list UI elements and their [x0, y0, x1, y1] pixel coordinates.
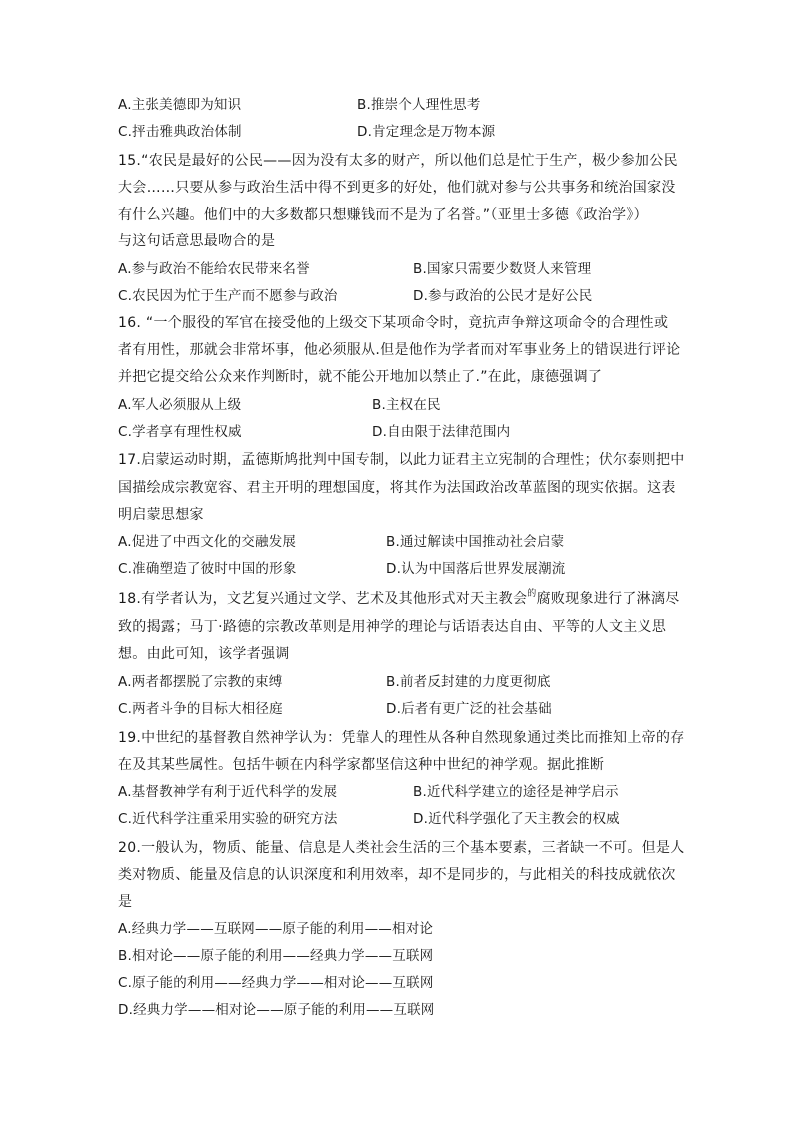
q17-option-a[interactable]: A.促进了中西文化的交融发展: [118, 534, 297, 550]
q18-stem-line-1: [118, 590, 678, 610]
q18-stem-superscript: 的: [527, 589, 537, 599]
q17-stem-line-3: 明启蒙思想家: [118, 507, 204, 523]
q15-option-b[interactable]: B.国家只需要少数贤人来管理: [413, 261, 592, 277]
q15-option-c[interactable]: C.农民因为忙于生产而不愿参与政治: [118, 288, 338, 304]
q20-option-a[interactable]: A.经典力学——互联网——原子能的利用——相对论: [118, 921, 434, 937]
q16-option-c[interactable]: C.学者享有理性权威: [118, 424, 242, 440]
q15-stem-line-3: 有什么兴趣。他们中的大多数都只想赚钱而不是为了名誉。”（亚里士多德《政治学》）: [118, 207, 648, 223]
q19-option-b[interactable]: B.近代科学建立的途径是神学启示: [413, 784, 619, 800]
q19-stem-line-1: 19.中世纪的基督教自然神学认为：凭靠人的理性从各种自然现象通过类比而推知上帝的存: [118, 730, 685, 746]
q15-stem-line-4: 与这句话意思最吻合的是: [118, 233, 276, 249]
q18-stem-line-1-b: 腐败现象进行了淋漓尽: [536, 591, 680, 607]
q17-option-c[interactable]: C.准确塑造了彼时中国的形象: [118, 561, 297, 577]
q17-option-b[interactable]: B.通过解读中国推动社会启蒙: [386, 534, 565, 550]
q20-stem-line-2: 类对物质、能量及信息的认识深度和利用效率，却不是同步的，与此相关的科技成就依次: [118, 867, 676, 883]
q14-option-c[interactable]: C.抨击雅典政治体制: [118, 124, 242, 140]
q17-stem-line-2: 国描绘成宗教宽容、君主开明的理想国度，将其作为法国政治改革蓝图的现实依据。这表: [118, 480, 676, 496]
q17-stem-line-1: 17.启蒙运动时期，孟德斯鸠批判中国专制，以此力证君主立宪制的合理性；伏尔泰则把中: [118, 452, 685, 468]
q15-stem-line-1: 15.“农民是最好的公民——因为没有太多的财产，所以他们总是忙于生产，极少参加公民: [118, 153, 678, 169]
q20-stem-line-1: 20.一般认为，物质、能量、信息是人类社会生活的三个基本要素，三者缺一不可。但是人: [118, 840, 685, 856]
q20-option-c[interactable]: C.原子能的利用——经典力学——相对论——互联网: [118, 975, 434, 991]
q16-option-a[interactable]: A.军人必须服从上级: [118, 397, 242, 413]
q15-option-d[interactable]: D.参与政治的公民才是好公民: [413, 288, 593, 304]
q18-option-d[interactable]: D.后者有更广泛的社会基础: [386, 701, 552, 717]
q14-option-b[interactable]: B.推崇个人理性思考: [357, 97, 481, 113]
q14-option-d[interactable]: D.肯定理念是万物本源: [357, 124, 496, 140]
q18-stem-line-1-a: 18.有学者认为，文艺复兴通过文学、艺术及其他形式对天主教会: [118, 591, 528, 607]
q20-option-d[interactable]: D.经典力学——相对论——原子能的利用——互联网: [118, 1002, 435, 1018]
q16-stem-line-3: 并把它提交给公众来作判断时，就不能公开地加以禁止了.”在此，康德强调了: [118, 369, 603, 385]
q18-option-b[interactable]: B.前者反封建的力度更彻底: [386, 674, 551, 690]
q16-option-d[interactable]: D.自由限于法律范围内: [372, 424, 511, 440]
q16-stem-line-2: 者有用性，那就会非常坏事，他必须服从.但是他作为学者而对军事业务上的错误进行评论: [118, 342, 681, 358]
q15-option-a[interactable]: A.参与政治不能给农民带来名誉: [118, 261, 310, 277]
q20-option-b[interactable]: B.相对论——原子能的利用——经典力学——互联网: [118, 948, 434, 964]
q16-stem-line-1: 16. “一个服役的军官在接受他的上级交下某项命令时，竟抗声争辩这项命令的合理性或: [118, 315, 669, 331]
q18-stem-line-2: 致的揭露；马丁·路德的宗教改革则是用神学的理论与话语表达自由、平等的人文主义思: [118, 619, 667, 635]
q19-stem-line-2: 在及其某些属性。包括牛顿在内科学家都坚信这种中世纪的神学观。据此推断: [118, 757, 605, 773]
q19-option-d[interactable]: D.近代科学强化了天主教会的权威: [413, 811, 620, 827]
q18-stem-line-3: 想。由此可知，该学者强调: [118, 646, 290, 662]
q15-stem-line-2: 大会……只要从参与政治生活中得不到更多的好处，他们就对参与公共事务和统治国家没: [118, 180, 676, 196]
q19-option-a[interactable]: A.基督教神学有利于近代科学的发展: [118, 784, 338, 800]
q17-option-d[interactable]: D.认为中国落后世界发展潮流: [386, 561, 566, 577]
q18-option-c[interactable]: C.两者斗争的目标大相径庭: [118, 701, 283, 717]
q20-stem-line-3: 是: [118, 894, 133, 910]
q19-option-c[interactable]: C.近代科学注重采用实验的研究方法: [118, 811, 338, 827]
q16-option-b[interactable]: B.主权在民: [372, 397, 441, 413]
q14-option-a[interactable]: A.主张美德即为知识: [118, 97, 242, 113]
q18-option-a[interactable]: A.两者都摆脱了宗教的束缚: [118, 674, 283, 690]
